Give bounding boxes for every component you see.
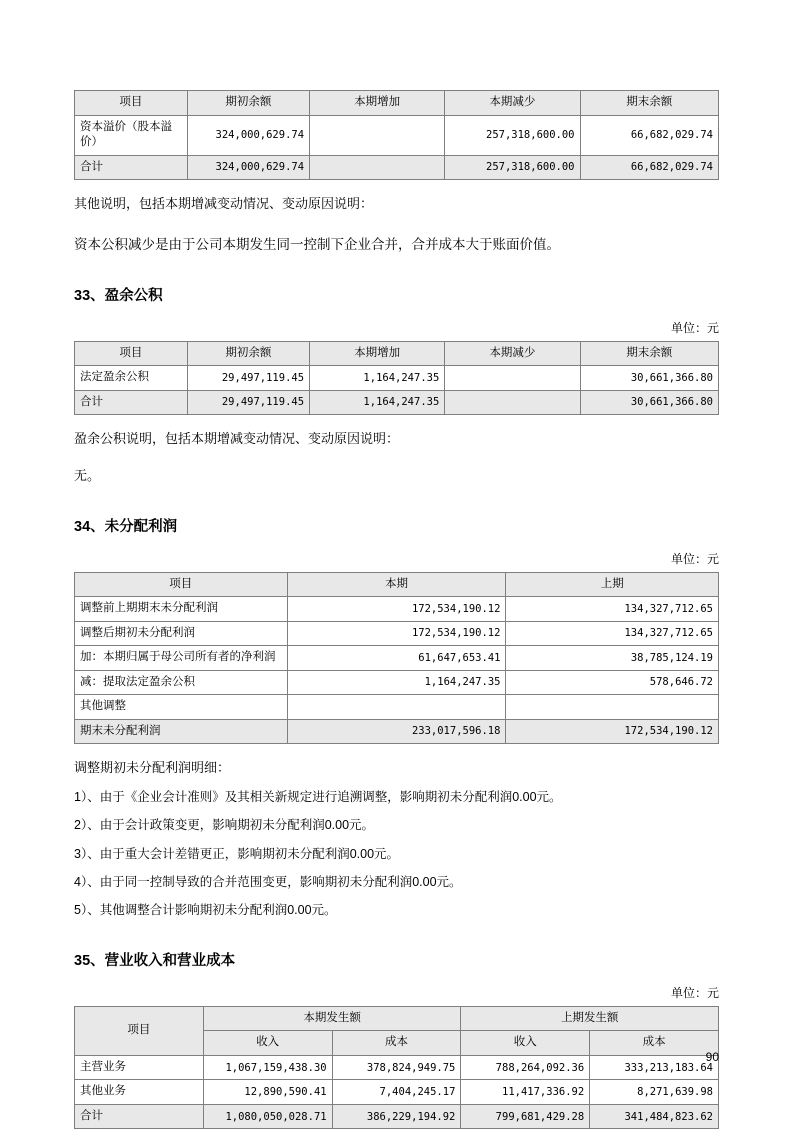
column-header: 本期增加 [310,91,445,116]
row-value [445,390,580,415]
unit-label: 单位：元 [670,985,719,1000]
surplus-reserve-table [74,341,719,416]
row-label: 其他调整 [75,695,288,720]
row-value: 578,646.72 [506,670,719,695]
revenue-cost-table [74,1006,719,1129]
table-row [75,597,719,622]
row-value [310,115,445,155]
page-number: 90 [705,1050,719,1064]
column-header: 期末余额 [580,91,718,116]
row-value: 378,824,949.75 [332,1055,461,1080]
row-label: 主营业务 [75,1055,204,1080]
row-value [310,155,445,180]
section-heading-surplus-reserve: 33、盈余公积 [74,287,163,304]
row-value: 11,417,336.92 [461,1080,590,1105]
table-row [75,646,719,671]
row-value: 66,682,029.74 [580,115,718,155]
list-item: 1）、由于《企业会计准则》及其相关新规定进行追溯调整，影响期初未分配利润0.00元。 [74,789,562,804]
unit-label: 单位：元 [670,320,719,335]
row-value: 66,682,029.74 [580,155,718,180]
column-header: 期初余额 [187,341,309,366]
row-label: 合计 [75,390,188,415]
row-value: 172,534,190.12 [287,621,506,646]
column-header: 收入 [461,1031,590,1056]
row-value [506,695,719,720]
column-header: 期初余额 [187,91,309,116]
row-value: 134,327,712.65 [506,621,719,646]
section-heading-undistributed-profit: 34、未分配利润 [74,518,178,535]
table-header-row [75,572,719,597]
surplus-reserve-note-label: 盈余公积说明，包括本期增减变动情况、变动原因说明： [74,431,400,447]
table-row [75,621,719,646]
row-label: 合计 [75,155,188,180]
row-label: 减：提取法定盈余公积 [75,670,288,695]
column-header: 期末余额 [580,341,718,366]
row-label: 资本溢价（股本溢价） [75,115,188,155]
row-label: 合计 [75,1104,204,1129]
row-value: 788,264,092.36 [461,1055,590,1080]
list-item: 5）、其他调整合计影响期初未分配利润0.00元。 [74,903,337,918]
table-header-row [75,341,719,366]
surplus-reserve-table-wrapper [74,341,719,416]
column-header: 本期 [287,572,506,597]
column-header: 本期增加 [310,341,445,366]
row-label: 调整前上期期末未分配利润 [75,597,288,622]
row-value: 257,318,600.00 [445,155,580,180]
table-header-row [75,1006,719,1031]
row-value: 29,497,119.45 [187,390,309,415]
table-row [75,719,719,744]
column-group-header: 上期发生额 [461,1006,719,1031]
column-group-header: 本期发生额 [203,1006,461,1031]
row-value: 324,000,629.74 [187,115,309,155]
row-value: 30,661,366.80 [580,366,718,391]
capital-reserve-table [74,90,719,180]
revenue-cost-table-wrapper [74,1006,719,1129]
row-value: 799,681,429.28 [461,1104,590,1129]
row-value: 172,534,190.12 [506,719,719,744]
column-header: 项目 [75,572,288,597]
column-header: 本期减少 [445,341,580,366]
row-value: 8,271,639.98 [590,1080,719,1105]
row-value: 38,785,124.19 [506,646,719,671]
row-value: 341,484,823.62 [590,1104,719,1129]
row-value [445,366,580,391]
table-row [75,1080,719,1105]
capital-reserve-note-text: 资本公积减少是由于公司本期发生同一控制下企业合并，合并成本大于账面价值。 [74,236,560,252]
row-value: 333,213,183.64 [590,1055,719,1080]
table-row [75,115,719,155]
table-row [75,390,719,415]
table-row [75,695,719,720]
row-value: 29,497,119.45 [187,366,309,391]
table-header-row [75,91,719,116]
row-value: 386,229,194.92 [332,1104,461,1129]
list-item: 3）、由于重大会计差错更正，影响期初未分配利润0.00元。 [74,846,400,861]
undistributed-profit-table-wrapper [74,572,719,745]
table-row [75,1055,719,1080]
column-header: 本期减少 [445,91,580,116]
row-value: 233,017,596.18 [287,719,506,744]
table-row [75,155,719,180]
row-value: 1,067,159,438.30 [203,1055,332,1080]
capital-reserve-note-label: 其他说明，包括本期增减变动情况、变动原因说明： [74,196,374,212]
column-header: 成本 [590,1031,719,1056]
column-header: 成本 [332,1031,461,1056]
row-label: 调整后期初未分配利润 [75,621,288,646]
column-header: 项目 [75,341,188,366]
surplus-reserve-note-text: 无。 [74,467,101,483]
row-value: 257,318,600.00 [445,115,580,155]
row-value: 30,661,366.80 [580,390,718,415]
list-item: 2）、由于会计政策变更，影响期初未分配利润0.00元。 [74,818,375,833]
section-heading-revenue-cost: 35、营业收入和营业成本 [74,952,236,969]
row-label: 加：本期归属于母公司所有者的净利润 [75,646,288,671]
row-value: 7,404,245.17 [332,1080,461,1105]
capital-reserve-table-wrapper [74,90,719,180]
row-label: 期末未分配利润 [75,719,288,744]
row-label: 法定盈余公积 [75,366,188,391]
column-header: 收入 [203,1031,332,1056]
row-value: 1,164,247.35 [310,390,445,415]
list-item: 4）、由于同一控制导致的合并范围变更，影响期初未分配利润0.00元。 [74,875,462,890]
column-header: 项目 [75,1006,204,1055]
table-row [75,1104,719,1129]
column-header: 项目 [75,91,188,116]
row-value: 134,327,712.65 [506,597,719,622]
undistributed-profit-detail-label: 调整期初未分配利润明细： [74,760,231,776]
row-value: 1,164,247.35 [287,670,506,695]
unit-label: 单位：元 [670,551,719,566]
row-value: 1,164,247.35 [310,366,445,391]
row-value: 61,647,653.41 [287,646,506,671]
row-value [287,695,506,720]
table-row [75,366,719,391]
table-row [75,670,719,695]
row-value: 172,534,190.12 [287,597,506,622]
undistributed-profit-table [74,572,719,745]
row-label: 其他业务 [75,1080,204,1105]
row-value: 324,000,629.74 [187,155,309,180]
row-value: 1,080,050,028.71 [203,1104,332,1129]
column-header: 上期 [506,572,719,597]
row-value: 12,890,590.41 [203,1080,332,1105]
